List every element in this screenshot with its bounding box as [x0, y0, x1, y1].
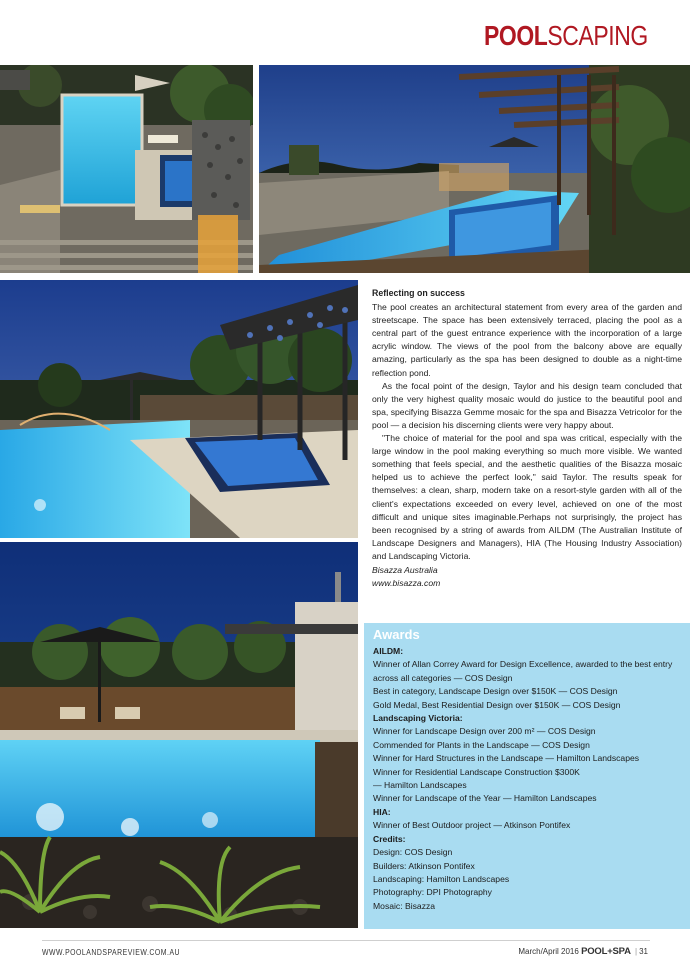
- awards-entry: Best in category, Landscape Design over $150K — COS Design: [373, 686, 618, 697]
- pool-garden-photo: [0, 65, 253, 273]
- awards-entry: Winner for Landscape Design over 200 m² — COS Design: [373, 726, 596, 737]
- footer-divider: [42, 940, 650, 941]
- article-body: [372, 287, 682, 590]
- section-heading-strong: POOL: [484, 20, 548, 51]
- pool-umbrella-night-photo: [0, 542, 358, 928]
- article-heading: Reflecting on success: [372, 288, 465, 298]
- awards-category-heading: Credits:: [373, 833, 406, 844]
- awards-title: Awards: [373, 627, 420, 642]
- awards-category-heading: HIA:: [373, 806, 391, 817]
- awards-entry: Commended for Plants in the Landscape — COS Design: [373, 739, 590, 750]
- awards-entry: Winner for Hard Structures in the Landscape — Hamilton Landscapes: [373, 753, 640, 764]
- section-heading-light: SCAPING: [547, 20, 648, 51]
- awards-list: [373, 645, 678, 913]
- awards-entry: Winner for Residential Landscape Construction $300K: [373, 766, 580, 777]
- pool-pergola-dusk-photo: [259, 65, 690, 273]
- article-paragraph: The pool creates an architectural statement from every area of the garden and streetscape. The space has been extensively terraced, placing the pool as a central part of the guest entrance experience with the incorporation of a large acrylic window. The views of the pool from the balcony above are equally amazing, particularly as the spa has been designed to double as a night-time reflection pond.: [372, 302, 682, 378]
- awards-entry: Gold Medal, Best Residential Design over $150K — COS Design: [373, 699, 621, 710]
- awards-entry: — Hamilton Landscapes: [373, 780, 467, 791]
- awards-entry: Mosaic: Bisazza: [373, 900, 436, 911]
- page-number: 31: [639, 947, 648, 956]
- footer-separator: |: [635, 947, 638, 956]
- footer-folio: [518, 946, 648, 957]
- footer-magazine: POOL+SPA: [581, 946, 631, 957]
- footer-website: WWW.POOLANDSPAREVIEW.COM.AU: [42, 948, 181, 957]
- footer-issue: March/April 2016: [518, 947, 579, 956]
- article-paragraph: As the focal point of the design, Taylor and his design team concluded that only the very highest quality mosaic would do justice to the beautiful pool and spa, specifying Bisazza Gemme mosaic for the spa and Bisazza Vetricolor for the pool — a decision his discerning clients were very happy about.: [372, 380, 682, 430]
- awards-entry: Winner of Best Outdoor project — Atkinson Pontifex: [373, 820, 571, 831]
- awards-entry: Winner of Allan Correy Award for Design Excellence, awarded to the best entry across all categories — COS Design: [373, 659, 673, 683]
- article-paragraph: "The choice of material for the pool and spa was critical, especially with the large window in the pool making everything so much more visible. We wanted something that feels special, and the aesthetic qualities of the Bisazza mosaic helped us to achieve the perfect look," said Taylor. The results speak for themselves: a clean, sharp, modern take on a resort-style garden with all of the client's expectations exceeded on every level, achieved on one of the most difficult and unique sites imaginable.Perhaps not surprisingly, the project has been recognised by a string of awards from AILDM (The Australian Institute of Landscape Designers and Managers), HIA (The Housing Industry Association) and Landscaping Victoria.: [372, 433, 682, 561]
- pool-spa-screen-photo: [0, 280, 358, 538]
- source-url: www.bisazza.com: [372, 578, 441, 589]
- awards-entry: Design: COS Design: [373, 847, 453, 858]
- awards-entry: Photography: DPI Photography: [373, 887, 492, 898]
- awards-entry: Winner for Landscape of the Year — Hamilton Landscapes: [373, 793, 597, 804]
- source-name: Bisazza Australia: [372, 564, 438, 575]
- awards-category-heading: AILDM:: [373, 646, 404, 656]
- awards-category-heading: Landscaping Victoria:: [373, 713, 463, 724]
- awards-box: [364, 623, 690, 929]
- awards-entry: Landscaping: Hamilton Landscapes: [373, 873, 510, 884]
- awards-entry: Builders: Atkinson Pontifex: [373, 860, 475, 871]
- section-heading: [484, 22, 648, 50]
